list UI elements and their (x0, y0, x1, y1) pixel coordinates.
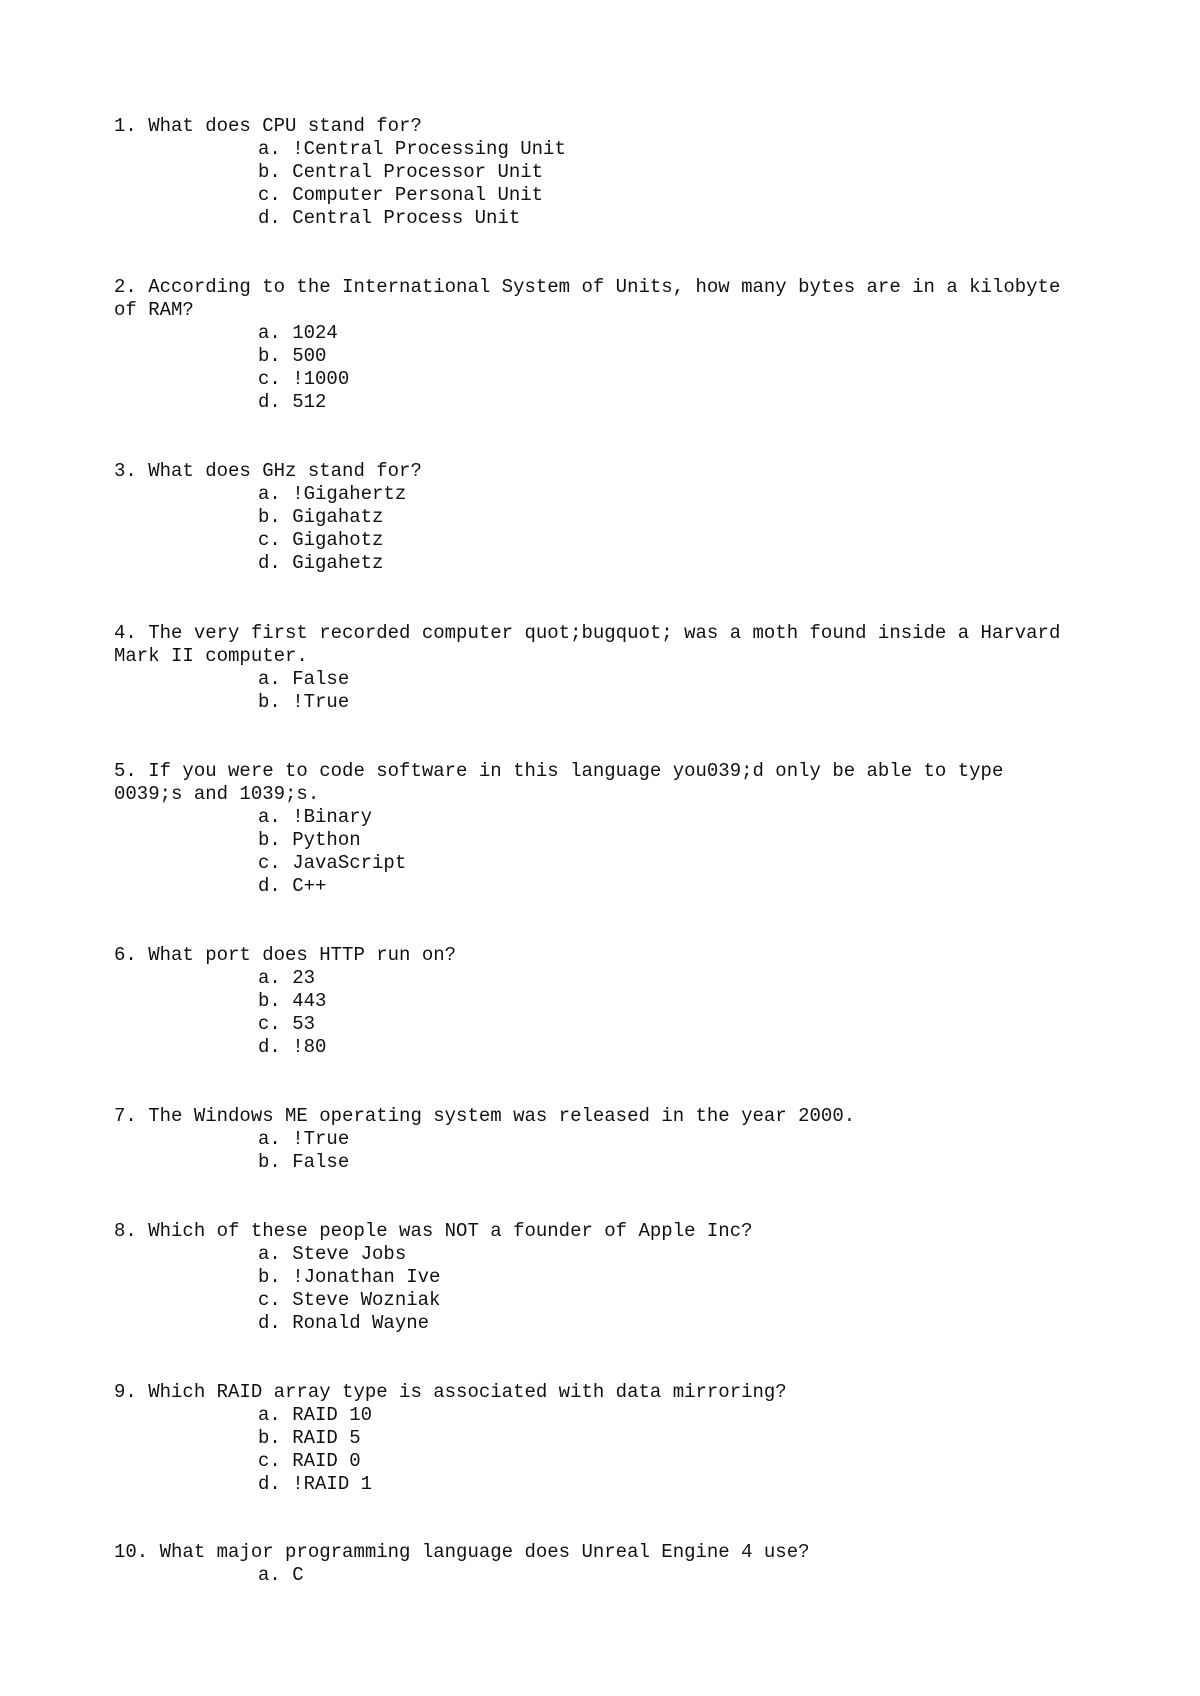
answer-option: a. !Central Processing Unit (258, 138, 566, 160)
answer-option: c. 53 (258, 1013, 316, 1035)
question-7 (114, 1105, 1074, 1174)
answer-options (114, 1404, 1074, 1496)
question-4 (114, 622, 1074, 714)
answer-option: a. C (258, 1564, 304, 1586)
question-text: 5. If you were to code software in this language you039;d only be able to type 0039;s and 1039;s. (114, 760, 1015, 805)
answer-options (114, 1564, 1074, 1587)
question-text: 7. The Windows ME operating system was released in the year 2000. (114, 1105, 856, 1127)
question-9 (114, 1381, 1074, 1496)
answer-option: c. Computer Personal Unit (258, 184, 544, 206)
answer-option: a. !Gigahertz (258, 483, 407, 505)
answer-option: a. 1024 (258, 322, 338, 344)
question-text: 4. The very first recorded computer quot;bugquot; was a moth found inside a Harvard Mark II computer. (114, 622, 1072, 667)
answer-option: b. !True (258, 691, 350, 713)
answer-option: b. 500 (258, 345, 327, 367)
question-text: 3. What does GHz stand for? (114, 460, 422, 482)
question-text: 10. What major programming language does Unreal Engine 4 use? (114, 1541, 810, 1563)
question-text: 2. According to the International System of Units, how many bytes are in a kilobyte of RAM? (114, 276, 1072, 321)
answer-option: d. !80 (258, 1036, 327, 1058)
answer-option: d. !RAID 1 (258, 1473, 373, 1495)
question-3 (114, 460, 1074, 575)
answer-option: c. Gigahotz (258, 529, 384, 551)
answer-options (114, 967, 1074, 1059)
answer-option: c. !1000 (258, 368, 350, 390)
answer-option: d. Gigahetz (258, 552, 384, 574)
answer-option: b. False (258, 1151, 350, 1173)
answer-option: c. RAID 0 (258, 1450, 361, 1472)
answer-option: d. Central Process Unit (258, 207, 521, 229)
question-text: 9. Which RAID array type is associated with data mirroring? (114, 1381, 787, 1403)
answer-option: a. False (258, 668, 350, 690)
answer-options (114, 483, 1074, 575)
answer-option: b. 443 (258, 990, 327, 1012)
answer-option: a. !Binary (258, 806, 373, 828)
answer-option: c. JavaScript (258, 852, 407, 874)
answer-option: b. RAID 5 (258, 1427, 361, 1449)
answer-options (114, 668, 1074, 714)
answer-options (114, 806, 1074, 898)
question-1 (114, 115, 1074, 230)
answer-options (114, 1128, 1074, 1174)
answer-options (114, 138, 1074, 230)
question-text: 6. What port does HTTP run on? (114, 944, 457, 966)
answer-option: d. 512 (258, 391, 327, 413)
answer-option: d. Ronald Wayne (258, 1312, 430, 1334)
answer-options (114, 322, 1074, 414)
question-10 (114, 1541, 1074, 1587)
question-text: 1. What does CPU stand for? (114, 115, 422, 137)
answer-option: a. Steve Jobs (258, 1243, 407, 1265)
question-text: 8. Which of these people was NOT a founder of Apple Inc? (114, 1220, 753, 1242)
answer-option: b. !Jonathan Ive (258, 1266, 441, 1288)
answer-option: b. Gigahatz (258, 506, 384, 528)
answer-options (114, 1243, 1074, 1335)
answer-option: a. !True (258, 1128, 350, 1150)
question-5 (114, 760, 1074, 898)
question-2 (114, 276, 1074, 414)
answer-option: c. Steve Wozniak (258, 1289, 441, 1311)
question-6 (114, 944, 1074, 1059)
question-8 (114, 1220, 1074, 1335)
answer-option: d. C++ (258, 875, 327, 897)
answer-option: a. RAID 10 (258, 1404, 373, 1426)
answer-option: a. 23 (258, 967, 316, 989)
answer-option: b. Central Processor Unit (258, 161, 544, 183)
answer-option: b. Python (258, 829, 361, 851)
